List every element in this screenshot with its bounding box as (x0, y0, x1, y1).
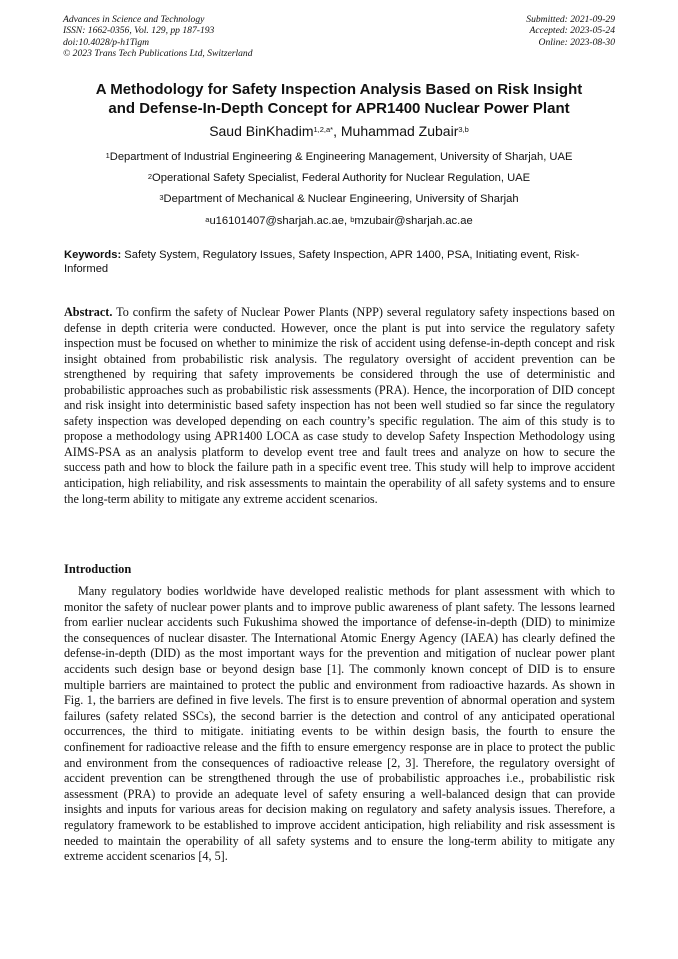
affiliation-2 (30, 171, 648, 185)
title-line-2: and Defense-In-Depth Concept for APR1400 Nuclear Power Plant (108, 100, 570, 117)
affiliation-1 (30, 150, 648, 164)
accepted-date: Accepted: 2023-05-24 (529, 25, 615, 37)
journal-info (63, 14, 253, 60)
journal-name: Advances in Science and Technology (63, 14, 205, 25)
affiliation-text: Operational Safety Specialist, Federal Authority for Nuclear Regulation, UAE (152, 172, 531, 184)
keywords (64, 248, 616, 276)
email-b: mzubair@sharjah.ac.ae (354, 215, 473, 227)
abstract (64, 305, 615, 507)
publication-dates (526, 14, 615, 48)
affiliation-text: Department of Industrial Engineering & Engineering Management, University of Sharjah, UAE (109, 151, 573, 163)
doi: doi:10.4028/p-h1Tigm (63, 36, 150, 48)
email-line (30, 214, 648, 228)
email-separator: , (343, 215, 351, 227)
abstract-text: To confirm the safety of Nuclear Power Plants (NPP) several regulatory safety inspections based on defense in depth criteria were conducted. However, once the plant is put into service the regulatory safety inspection must be focused on whether to minimize the risk of accident using defense-in-depth concept and risk insight obtained from probabilistic risk analysis. The regulatory oversight of accident prevention can be strengthened by requiring that safety improvements be considered through the use of deterministic and probabilistic approaches such as probabilistic risk assessments (PRA). Hence, the incorporation of DID concept and risk insight into deterministic based safety inspection has not been well studied so far since the regulatory safety inspection was developed depending on each country’s specific regulation. The aim of this study is to propose a methodology using APR1400 LOCA as case study to develop Safety Inspection Methodology using AIMS-PSA as an analysis platform to develop event tree and fault trees and analyze on how to secure the success path and how to block the failure path in a specific event tree. This study will help to improve accident anticipation, high reliability, and risk assessments to maintain the operability of all safety systems and to ensure the long-term ability to mitigate any extreme accident scenarios. (64, 305, 615, 506)
email-marker-a: a (205, 215, 210, 224)
author-1-name: Saud BinKhadim (209, 123, 314, 139)
paper-title (40, 80, 638, 118)
issn-volume: ISSN: 1662-0356, Vol. 129, pp 187-193 (63, 25, 215, 37)
copyright: © 2023 Trans Tech Publications Ltd, Switzerland (63, 48, 253, 60)
affiliation-marker: 3 (159, 193, 164, 202)
affiliation-text: Department of Mechanical & Nuclear Engineering, University of Sharjah (163, 193, 519, 205)
email-a: u16101407@sharjah.ac.ae (209, 215, 344, 227)
submitted-date: Submitted: 2021-09-29 (526, 14, 615, 25)
keywords-text: Safety System, Regulatory Issues, Safety Inspection, APR 1400, PSA, Initiating event, Risk-Informed (64, 249, 580, 275)
author-list (40, 122, 638, 140)
keywords-label: Keywords: (64, 249, 122, 261)
title-line-1: A Methodology for Safety Inspection Analysis Based on Risk Insight (95, 81, 583, 98)
author-2-name: Muhammad Zubair (340, 123, 459, 139)
affiliation-3 (30, 192, 648, 206)
author-1-affiliation-marker: 1,2,a* (313, 125, 334, 134)
author-2-affiliation-marker: 3,b (458, 125, 469, 134)
author-separator: , (333, 123, 341, 139)
affiliation-marker: 2 (147, 172, 153, 181)
abstract-label: Abstract. (64, 305, 113, 319)
introduction-heading: Introduction (64, 562, 132, 576)
online-date: Online: 2023-08-30 (538, 36, 615, 48)
affiliation-marker: 1 (105, 151, 110, 160)
introduction-paragraph: Many regulatory bodies worldwide have developed realistic methods for plant assessment with which to monitor the safety of nuclear power plants and to improve public awareness of plant safety. The lessons learned from earlier nuclear accidents such Fukushima showed the importance of defense-in-depth (DID) to minimize the consequences of nuclear disaster. The International Atomic Energy Agency (IAEA) has clearly defined the defense-in-depth (DID) as the most important ways for the prevention and mitigation of nuclear power plant accidents such design base or beyond design base [1]. The commonly known concept of DID is to ensure multiple barriers are maintained to protect the public and environment from radioactive hazards. As shown in Fig. 1, the barriers are defined in five levels. The first is to ensure prevention of abnormal operation and system failures (safety related SSCs), the second barrier is the detection and control of any anticipated operational occurrences, the third to mitigate. initiating events to be within design basis, the fourth to ensure the confinement for radioactive release and the fifth to ensure emergency response are in place to protect the public and environment from the consequences of radioactive release [2, 3]. Therefore, the regulatory oversight of accident prevention can be strengthened through the use of probabilistic approaches i.e., probabilistic risk assessment (PRA) to provide an adequate level of safety ensuring a well-balanced design that can provide insights and inputs for various areas for decision making on regulatory and safety analysis issues. Therefore, a regulatory framework to be established to improve accident anticipation, high reliability and risk assessment is needed to maintain the operability of all safety systems and to ensure the long-term ability to mitigate any extreme accident scenarios [4, 5]. (64, 584, 615, 864)
email-marker-b: b (350, 215, 355, 224)
